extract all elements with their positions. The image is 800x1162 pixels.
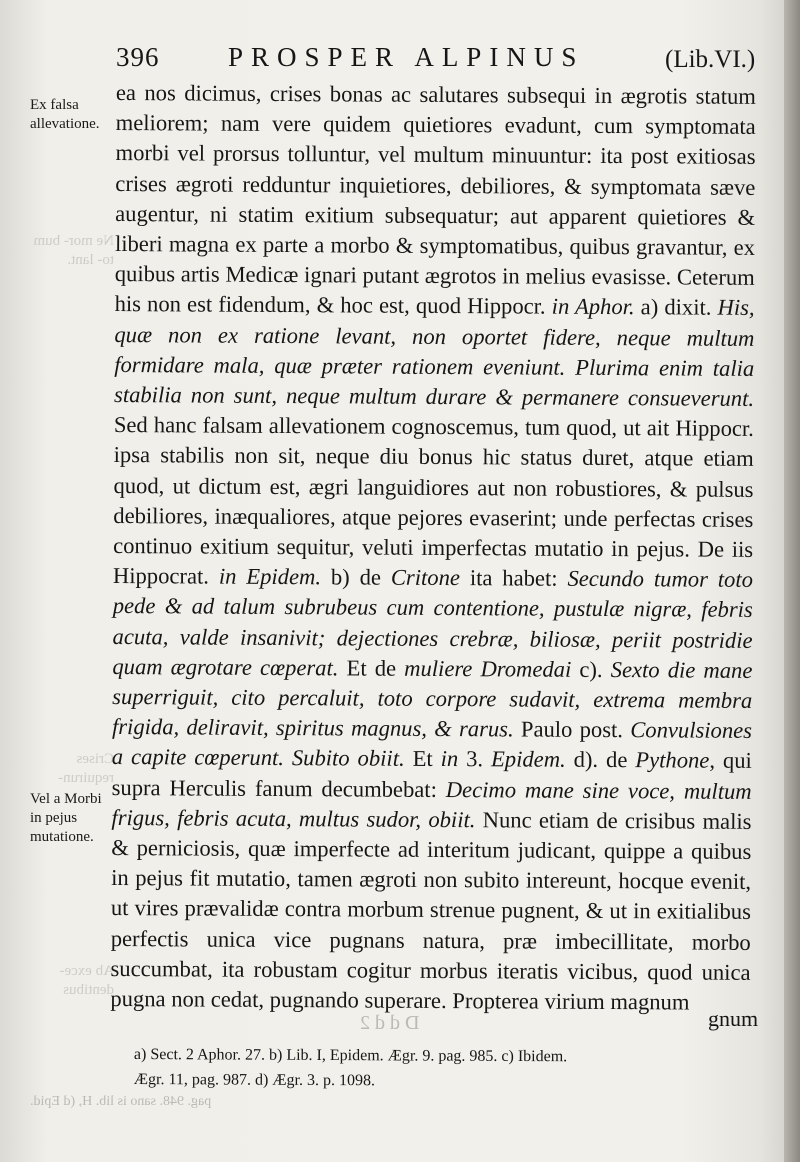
- footnotes: [134, 1042, 766, 1095]
- show-through-note: pag. 948. sano is lib. H, (d Epid.: [30, 1094, 212, 1109]
- show-through-note: Ab exce- dentibus: [59, 963, 114, 998]
- page-edge: [784, 0, 800, 1162]
- page-number: 396: [116, 42, 160, 72]
- running-head: PROSPER ALPINUS: [228, 42, 585, 72]
- body-paragraph: ea nos dicimus, crises bonas ac salutares subsequi in ægrotis statum meliorem; nam vere quidem quietiores evadunt, cum symptomata morbi vel prorsus tolluntur, vel multum minuuntur: ita post exitiosas crises ægroti redduntur inquietiores, debiliores, & symptomata sæve augentur, ni statim exitium subsequatur; aut apparent quietiores & liberi magna ex parte a morbo & symptomatibus, quibus gravantur, ex quibus artis Medicæ ignari putant ægrotos in melius evasisse. Ceterum his non est fidendum, & hoc est, quod Hippocr. in Aphor. a) dixit. His, quæ non ex ratione levant, non oportet fidere, neque multum formidare mala, quæ præter rationem eveniunt. Plurima enim talia stabilia non sunt, neque multum durare & permanere consueverunt. Sed hanc falsam allevationem cognoscemus, tum quod, ut ait Hippocr. ipsa stabilis non sit, neque diu bonus hic status duret, atque etiam quod, ut dictum est, ægri languidiores aut non robustiores, & pulsus debiliores, inæqualiores, atque pejores evaserint; unde perfectas crises continuo exitium sequitur, veluti imperfectas mutatio in pejus. De iis Hippocrat. in Epidem. b) de Critone ita habet: Secundo tumor toto pede & ad talum subrubeus cum contentione, pustulæ nigræ, febris acuta, valde insanivit; dejectiones crebræ, biliosæ, periit postridie quam ægrotare cœperat. Et de muliere Dromedai c). Sexto die mane superriguit, cito percaluit, toto corpore sudavit, extrema membra frigida, deliravit, spiritus magnus, & rarus. Paulo post. Convulsiones a capite cœperunt. Subito obiit. Et in 3. Epidem. d). de Pythone, qui supra Herculis fanum decumbebat: Decimo mane sine voce, multum frigus, febris acuta, multus sudor, obiit. Nunc etiam de crisibus malis & perniciosis, quæ imperfecte ad interitum judicant, quippe a quibus in pejus fit mutatio, tamen ægroti non subito intereunt, hocque evenit, ut vires prævalidæ contra morbum strenue pugnent, & ut in exitialibus perfectis unica vice pugnans natura, præ imbecillitate, morbo succumbat, ita robustam cogitur morbus iteratis vicibus, quod unica pugna non cedat, pugnando superare. Propterea virium magnum: [110, 79, 756, 1015]
- footnote-line: a) Sect. 2 Aphor. 27. b) Lib. I, Epidem. Ægr. 9. pag. 985. c) Ibidem.: [133, 1046, 568, 1066]
- book-reference: (Lib.VI.): [665, 46, 756, 73]
- signature-mark: D d d 2: [360, 1012, 420, 1034]
- body-text: [110, 78, 756, 1018]
- show-through-note: Ne mor- bum to- lant.: [33, 233, 114, 268]
- margin-note-worse-change: Vel a Morbi in pejus mutatione.: [30, 791, 102, 845]
- page-header: [0, 40, 800, 80]
- show-through-note: Crises requirun-: [58, 751, 114, 786]
- catchword: gnum: [708, 1006, 759, 1031]
- margin-note-false-relief: Ex falsa allevatione.: [30, 97, 100, 132]
- footnote-line: Ægr. 11, pag. 987. d) Ægr. 3. p. 1098.: [133, 1070, 376, 1090]
